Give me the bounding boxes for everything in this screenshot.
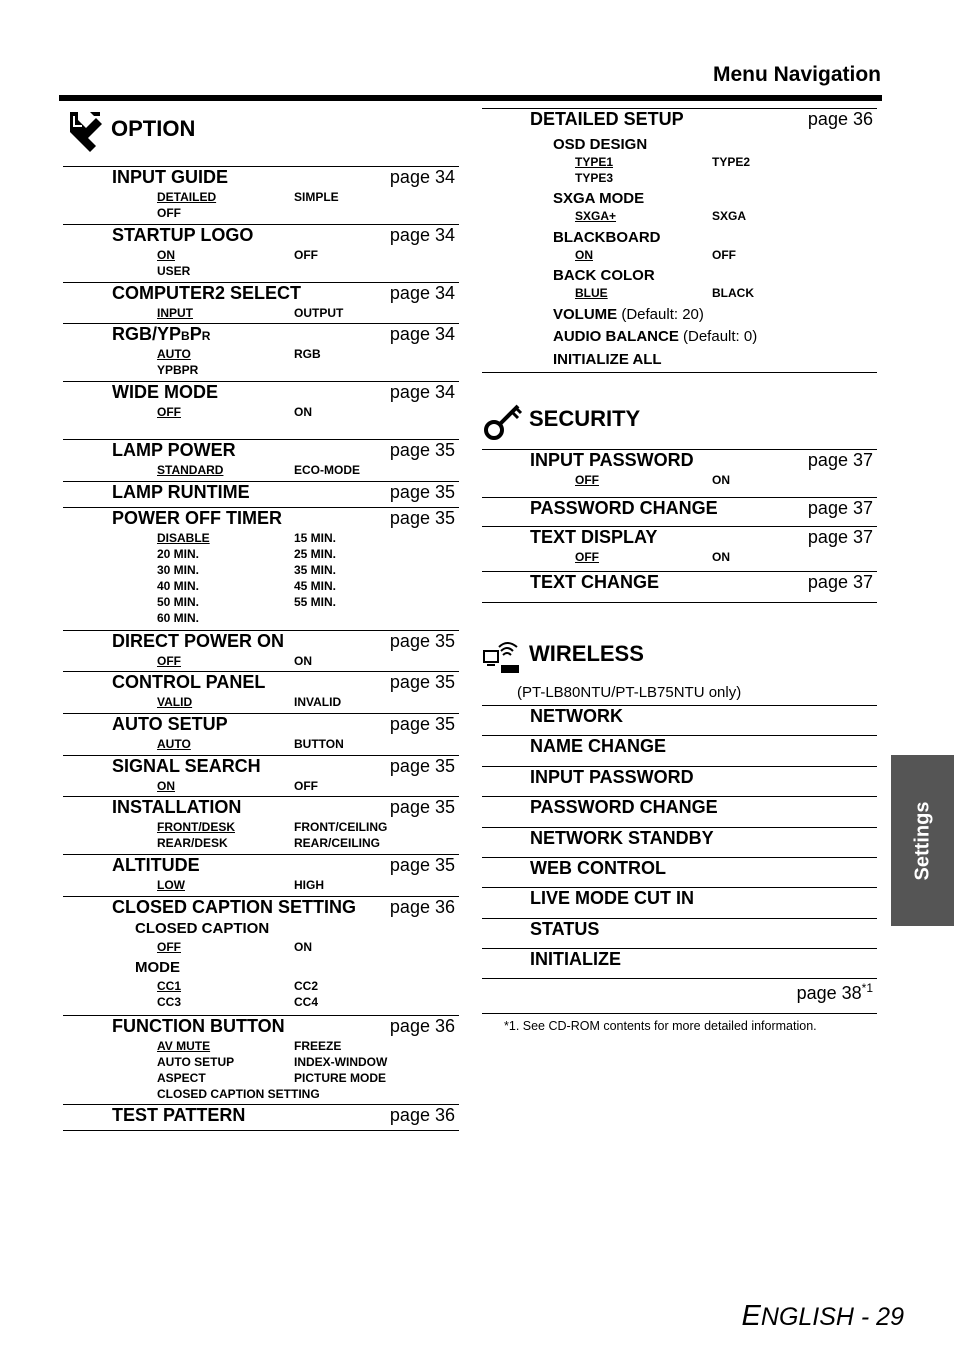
row-divider — [482, 372, 877, 373]
option-value[interactable]: SXGA+ — [575, 209, 617, 223]
option-value[interactable]: CLOSED CAPTION SETTING — [157, 1087, 320, 1101]
settings-side-tab[interactable] — [891, 755, 954, 926]
option-item-name[interactable]: LAMP RUNTIME — [112, 482, 250, 502]
security-item-page: page 37 — [807, 572, 873, 592]
option-item-name[interactable]: LAMP POWER — [112, 440, 236, 460]
security-section-title: SECURITY — [529, 406, 641, 431]
security-item-name[interactable]: TEXT DISPLAY — [530, 527, 658, 547]
option-value[interactable]: ON — [712, 473, 730, 487]
option-value[interactable]: FRONT/DESK — [157, 820, 235, 834]
option-item-page: page 35 — [389, 440, 455, 460]
option-value[interactable]: SXGA — [712, 209, 747, 223]
detailed-setup-name[interactable]: DETAILED SETUP — [530, 109, 684, 129]
option-value[interactable]: 45 MIN. — [294, 579, 337, 593]
wireless-page-footnote-mark: *1 — [861, 981, 873, 995]
audio-balance-setting[interactable] — [553, 328, 757, 345]
wireless-item[interactable]: NETWORK — [530, 706, 623, 726]
option-value[interactable]: ON — [294, 940, 312, 954]
option-item-name[interactable]: CONTROL PANEL — [112, 672, 266, 692]
option-item-name[interactable]: CLOSED CAPTION SETTING — [112, 897, 357, 917]
wireless-bottom-rule — [482, 1013, 877, 1014]
page-header-title: Menu Navigation — [712, 63, 881, 86]
option-value[interactable]: 50 MIN. — [157, 595, 200, 609]
volume-default: (Default: 20) — [617, 306, 704, 323]
option-value[interactable]: BLACK — [712, 286, 754, 300]
option-value[interactable]: REAR/CEILING — [294, 836, 381, 850]
option-value[interactable]: OFF — [575, 473, 599, 487]
option-item-page: page 36 — [389, 1105, 455, 1125]
detailed-sub-label: BLACKBOARD — [553, 229, 661, 246]
option-value[interactable]: AUTO — [157, 737, 191, 751]
option-value[interactable]: TYPE2 — [712, 155, 751, 169]
option-item-page: page 35 — [389, 631, 455, 651]
option-item-name[interactable]: AUTO SETUP — [112, 714, 228, 734]
option-value[interactable]: BLUE — [575, 286, 608, 300]
option-item-page: page 34 — [389, 167, 455, 187]
option-value[interactable]: DETAILED — [157, 190, 217, 204]
option-value[interactable]: HIGH — [294, 878, 324, 892]
footer-initial: E — [741, 1300, 761, 1332]
option-value[interactable]: OFF — [294, 779, 318, 793]
option-item-page: page 34 — [389, 324, 455, 344]
option-value[interactable]: 60 MIN. — [157, 611, 200, 625]
option-value[interactable]: ASPECT — [157, 1071, 206, 1085]
option-value[interactable]: 35 MIN. — [294, 563, 337, 577]
wireless-section-title: WIRELESS — [529, 641, 644, 666]
option-value[interactable]: 40 MIN. — [157, 579, 200, 593]
option-item-name[interactable]: ALTITUDE — [112, 855, 200, 875]
option-item-name[interactable]: SIGNAL SEARCH — [112, 756, 261, 776]
wireless-network-icon — [483, 637, 523, 675]
option-value[interactable]: BUTTON — [294, 737, 344, 751]
option-value[interactable]: OUTPUT — [294, 306, 344, 320]
option-item-page: page 35 — [389, 797, 455, 817]
security-item-page: page 37 — [807, 527, 873, 547]
initialize-all[interactable]: INITIALIZE ALL — [553, 351, 662, 368]
option-value[interactable]: REAR/DESK — [157, 836, 228, 850]
wireless-item[interactable]: INPUT PASSWORD — [530, 767, 694, 787]
option-value[interactable]: CC4 — [294, 995, 319, 1009]
option-value[interactable]: OFF — [157, 206, 181, 220]
option-item-page: page 36 — [389, 897, 455, 917]
detailed-sub-label: BACK COLOR — [553, 267, 655, 284]
option-item-page: page 35 — [389, 855, 455, 875]
wireless-item[interactable]: LIVE MODE CUT IN — [530, 888, 695, 908]
option-sub-label: MODE — [135, 959, 180, 976]
option-value[interactable]: VALID — [157, 695, 193, 709]
wireless-model-note: (PT-LB80NTU/PT-LB75NTU only) — [517, 684, 742, 701]
option-value[interactable]: 15 MIN. — [294, 531, 337, 545]
volume-label: VOLUME — [553, 306, 618, 323]
footnote: *1. See CD-ROM contents for more detailed information. — [504, 1019, 817, 1033]
wireless-item[interactable]: STATUS — [530, 919, 600, 939]
option-value[interactable]: ON — [157, 779, 175, 793]
volume-setting[interactable] — [553, 306, 704, 323]
option-item-page: page 34 — [389, 225, 455, 245]
option-value[interactable]: YPBPR — [157, 363, 199, 377]
wireless-item[interactable]: PASSWORD CHANGE — [530, 797, 718, 817]
row-divider — [63, 1130, 459, 1131]
option-value[interactable]: OFF — [712, 248, 736, 262]
option-value[interactable]: OFF — [157, 654, 181, 668]
option-item-name[interactable]: DIRECT POWER ON — [112, 631, 285, 651]
wireless-page-text: page 38 — [796, 983, 862, 1003]
option-item-name[interactable]: WIDE MODE — [112, 382, 218, 402]
settings-side-tab-label: Settings — [911, 801, 933, 880]
option-item-page: page 35 — [389, 714, 455, 734]
wireless-item[interactable]: WEB CONTROL — [530, 858, 666, 878]
row-divider — [482, 978, 877, 979]
option-item-name[interactable]: STARTUP LOGO — [112, 225, 254, 245]
option-value[interactable]: OFF — [575, 550, 599, 564]
option-item-page: page 35 — [389, 482, 455, 502]
option-value[interactable]: CC1 — [157, 979, 182, 993]
footer-text: NGLISH - 29 — [760, 1303, 904, 1331]
option-value[interactable]: ON — [575, 248, 593, 262]
option-value[interactable]: AUTO SETUP — [157, 1055, 235, 1069]
wireless-item[interactable]: NETWORK STANDBY — [530, 828, 714, 848]
option-item-name[interactable]: INSTALLATION — [112, 797, 242, 817]
option-value[interactable]: AUTO — [157, 347, 191, 361]
option-item-page: page 35 — [389, 672, 455, 692]
option-value[interactable]: 20 MIN. — [157, 547, 200, 561]
option-value[interactable]: FREEZE — [294, 1039, 342, 1053]
header-rule — [59, 95, 882, 101]
option-item-page: page 35 — [389, 508, 455, 528]
option-value[interactable]: OFF — [157, 405, 181, 419]
option-value[interactable]: ECO-MODE — [294, 463, 360, 477]
option-item-page: page 36 — [389, 1016, 455, 1036]
option-item-page: page 34 — [389, 382, 455, 402]
option-value[interactable]: USER — [157, 264, 191, 278]
row-divider — [482, 602, 877, 603]
option-value[interactable]: INVALID — [294, 695, 342, 709]
option-wrench-icon — [66, 110, 104, 152]
option-value[interactable]: OFF — [157, 940, 181, 954]
option-section-title: OPTION — [111, 116, 196, 141]
option-value[interactable]: 25 MIN. — [294, 547, 337, 561]
option-value[interactable]: INPUT — [157, 306, 193, 320]
security-item-name[interactable]: PASSWORD CHANGE — [530, 498, 718, 518]
option-value[interactable]: ON — [712, 550, 730, 564]
security-item-page: page 37 — [807, 498, 873, 518]
option-value[interactable]: CC2 — [294, 979, 319, 993]
option-item-name[interactable]: INPUT GUIDE — [112, 167, 229, 187]
option-value[interactable]: STANDARD — [157, 463, 224, 477]
option-value[interactable]: LOW — [157, 878, 185, 892]
security-item-name[interactable]: INPUT PASSWORD — [530, 450, 694, 470]
option-item-page: page 35 — [389, 756, 455, 776]
option-value[interactable]: ON — [294, 654, 312, 668]
option-item-name[interactable]: COMPUTER2 SELECT — [112, 283, 302, 303]
option-item-name[interactable]: TEST PATTERN — [112, 1105, 246, 1125]
option-value[interactable]: 55 MIN. — [294, 595, 337, 609]
option-item-name[interactable]: FUNCTION BUTTON — [112, 1016, 285, 1036]
option-value[interactable]: OFF — [294, 248, 318, 262]
audio-balance-default: (Default: 0) — [678, 328, 758, 345]
wireless-item[interactable]: NAME CHANGE — [530, 736, 667, 756]
wireless-item[interactable]: INITIALIZE — [530, 949, 621, 969]
option-value[interactable]: PICTURE MODE — [294, 1071, 387, 1085]
option-item-name[interactable]: RGB/YPBPR — [112, 324, 211, 344]
page-footer — [742, 1300, 904, 1333]
option-item-name[interactable]: POWER OFF TIMER — [112, 508, 282, 528]
audio-balance-label: AUDIO BALANCE — [553, 328, 679, 345]
option-value[interactable]: INDEX-WINDOW — [294, 1055, 388, 1069]
option-value[interactable]: ON — [157, 248, 175, 262]
option-sub-label: CLOSED CAPTION — [135, 920, 270, 937]
wireless-page-ref — [797, 981, 873, 1004]
security-item-page: page 37 — [807, 450, 873, 470]
option-value[interactable]: SIMPLE — [294, 190, 339, 204]
option-item-page: page 34 — [389, 283, 455, 303]
detailed-sub-label: SXGA MODE — [553, 190, 645, 207]
option-value[interactable]: DISABLE — [157, 531, 210, 545]
option-value[interactable]: AV MUTE — [157, 1039, 211, 1053]
detailed-setup-page: page 36 — [807, 109, 873, 129]
option-value[interactable]: CC3 — [157, 995, 182, 1009]
option-value[interactable]: TYPE1 — [575, 155, 614, 169]
option-value[interactable]: TYPE3 — [575, 171, 614, 185]
security-item-name[interactable]: TEXT CHANGE — [530, 572, 660, 592]
option-value[interactable]: ON — [294, 405, 312, 419]
option-value[interactable]: 30 MIN. — [157, 563, 200, 577]
option-value[interactable]: RGB — [294, 347, 321, 361]
option-value[interactable]: FRONT/CEILING — [294, 820, 388, 834]
detailed-sub-label: OSD DESIGN — [553, 136, 648, 153]
key-icon — [484, 403, 524, 441]
